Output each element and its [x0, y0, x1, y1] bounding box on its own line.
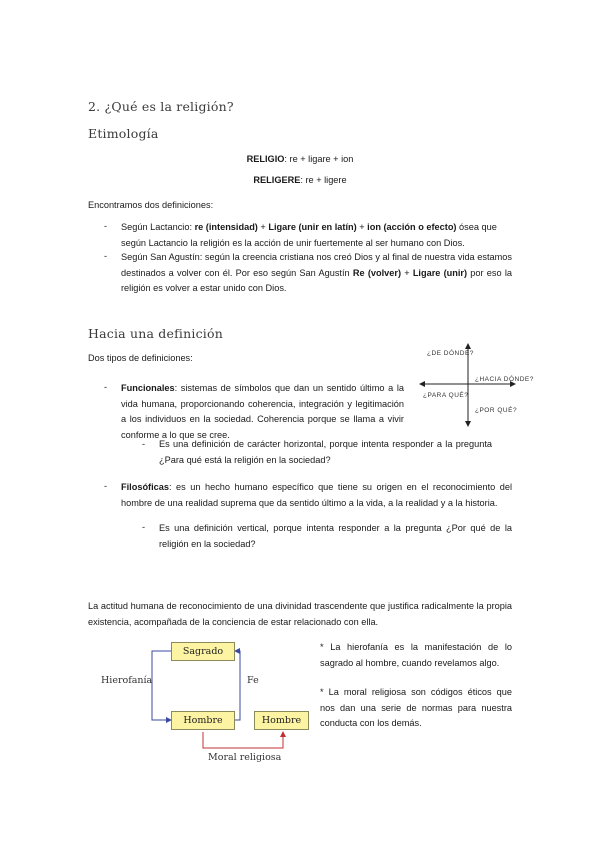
label-de-donde: ¿DE DÓNDE? [427, 350, 474, 357]
def2-part-c: + [401, 267, 413, 278]
bullet-dash: - [104, 481, 108, 491]
def1-part-f: ion (acción o efecto) [367, 222, 457, 232]
label-hierofania: Hierofanía [101, 675, 153, 686]
formula-religere-term: RELIGERE [253, 175, 301, 185]
note-moral-religiosa: * La moral religiosa son códigos éticos que nos dan una serie de normas para nuestra conducta con los demás. [320, 687, 512, 728]
def1-part-a: Según Lactancio: [121, 222, 195, 232]
def2-part-b: Re (volver) [352, 267, 402, 278]
definitions-intro: Encontramos dos definiciones: [88, 200, 214, 210]
funcionales-horizontal: Es una definición de carácter horizontal, porque intenta responder a la pregunta ¿Para qué está la religión en la sociedad? [159, 439, 492, 465]
label-moral-religiosa: Moral religiosa [208, 752, 282, 763]
formula-religere-rest: : re + ligere [300, 175, 347, 185]
filo-term: Filosóficas [121, 482, 169, 492]
definition-san-agustin [121, 250, 512, 297]
label-hacia-donde: ¿HACIA DÓNDE? [475, 376, 534, 383]
def1-part-c: + [257, 222, 269, 232]
label-por-que: ¿POR QUÉ? [475, 407, 518, 414]
bullet-dash: - [104, 382, 108, 392]
box-hombre-right: Hombre [254, 711, 309, 730]
bullet-dash: - [142, 439, 146, 449]
bullet-dash: - [104, 251, 108, 261]
types-intro: Dos tipos de definiciones: [88, 353, 193, 363]
label-para-que: ¿PARA QUÉ? [423, 392, 469, 399]
def2-part-e: por eso la religión es volver a estar unido con Dios. [121, 267, 512, 293]
definition-funcionales [121, 381, 404, 443]
moral-arrow [203, 732, 283, 748]
bullet-dash: - [104, 221, 108, 231]
filo-text: : es un hecho humano específico que tiene su origen en el reconocimiento del hombre de una realidad suprema que da sentido último a la vida, a la realidad y a la historia. [121, 482, 512, 508]
hierofania-arrow [152, 651, 171, 720]
func-text: : sistemas de símbolos que dan un sentido último a la vida humana, proporcionando coherencia, integración y legitimación a los individuos en la sociedad. Coherencia porque se llama a vivir conforme a lo que se cree. [121, 383, 404, 440]
box-sagrado: Sagrado [171, 642, 235, 661]
func-term: Funcionales [121, 383, 175, 393]
subtitle-etymology: Etimología [88, 126, 159, 141]
def1-part-e: + [356, 222, 368, 232]
filosoficas-vertical: Es una definición vertical, porque intenta responder a la pregunta ¿Por qué de la religión en la sociedad? [159, 523, 512, 549]
def1-part-d: Ligare (unir en latín) [268, 222, 357, 232]
def1-part-b: re (intensidad) [194, 222, 258, 232]
formula-religio-term: RELIGIO [246, 154, 285, 164]
section-title-religion: 2. ¿Qué es la religión? [88, 99, 234, 114]
bullet-dash: - [142, 522, 146, 532]
def2-part-a: Según San Agustín: según la creencia cristiana nos creó Dios y al final de nuestra vida estamos destinados a volver con él. Por eso según San Agustín [121, 252, 512, 278]
definition-filosoficas [121, 480, 512, 511]
def1-line2: según Lactancio la religión es la acción de unir fuertemente al ser humano con Dios. [121, 237, 465, 248]
formula-religio [88, 152, 512, 168]
closing-definition: La actitud humana de reconocimiento de una divinidad trascendente que justifica radicalmente la propia existencia, acompañada de la conciencia de estar relacionado con ella. [88, 601, 512, 627]
formula-religio-rest: : re + ligare + ion [284, 154, 354, 164]
definition-lactancio [121, 220, 512, 251]
box-hombre-left: Hombre [171, 711, 235, 730]
formula-religere [88, 173, 512, 189]
fe-arrow [235, 651, 240, 720]
def1-part-g: ósea que [456, 222, 497, 232]
note-hierofania: * La hierofanía es la manifestación de lo sagrado al hombre, cuando revelamos algo. [320, 642, 512, 668]
def2-part-d: Ligare (unir) [412, 267, 468, 278]
label-fe: Fe [247, 675, 259, 686]
section-title-definition: Hacia una definición [88, 326, 223, 341]
